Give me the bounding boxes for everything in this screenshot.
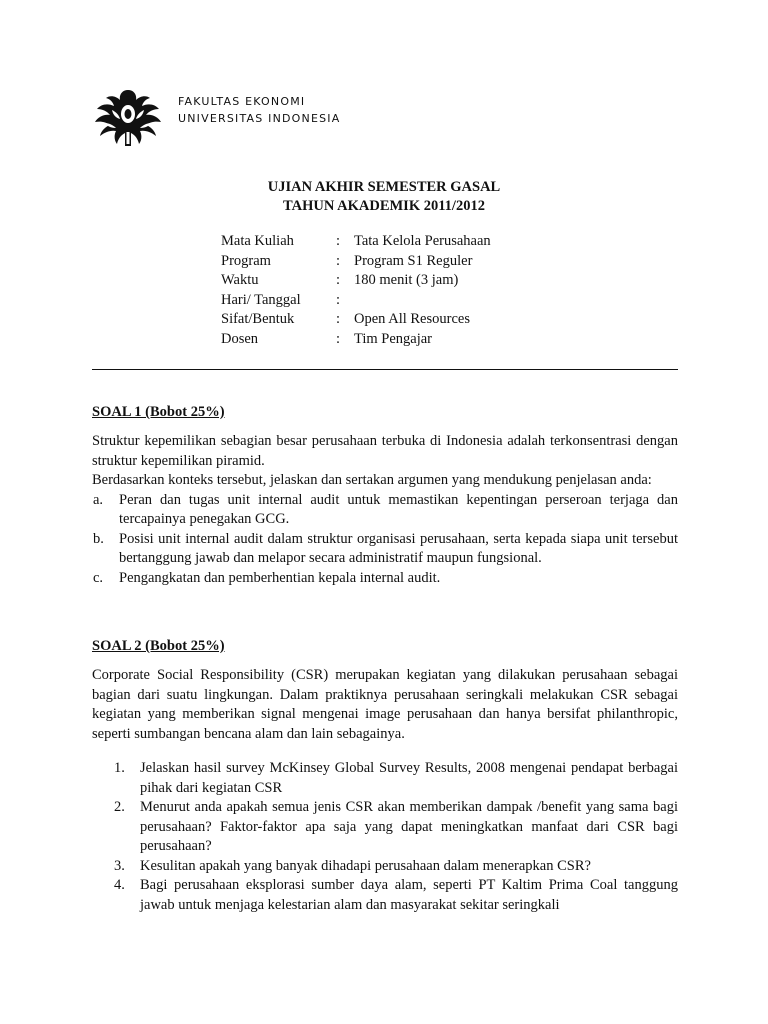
list-marker: c. [93, 569, 104, 586]
info-separator: : [336, 252, 341, 269]
soal1-body [92, 432, 678, 588]
info-label: Program [221, 252, 271, 269]
list-item [114, 857, 678, 877]
soal1-instruction: Berdasarkan konteks tersebut, jelaskan dan sertakan argumen yang mendukung penjelasan anda: [92, 472, 652, 488]
info-label: Mata Kuliah [221, 233, 294, 249]
soal1-paragraph: Struktur kepemilikan sebagian besar perusahaan terbuka di Indonesia adalah terkonsentrasi dengan struktur kepemilikan piramid. [92, 433, 678, 469]
info-separator: : [336, 233, 341, 249]
list-marker: b. [93, 530, 104, 547]
list-item [114, 798, 678, 857]
institution-header [178, 93, 340, 127]
info-row-time [221, 271, 491, 291]
list-marker: 3. [114, 857, 125, 874]
list-item [92, 491, 678, 530]
info-row-date [221, 291, 491, 311]
info-value: Open All Resources [354, 311, 470, 327]
soal2-heading: SOAL 2 (Bobot 25%) [92, 638, 225, 654]
list-item [114, 876, 678, 915]
list-text: Menurut anda apakah semua jenis CSR akan memberikan dampak /benefit yang sama bagi perusahaan? Faktor-faktor apa saja yang dapat meningkatkan manfaat dari CSR bagi perusahaan? [140, 799, 678, 854]
academic-year: TAHUN AKADEMIK 2011/2012 [283, 198, 485, 214]
exam-title: UJIAN AKHIR SEMESTER GASAL [267, 179, 501, 195]
faculty-name: FAKULTAS EKONOMI [178, 95, 306, 108]
list-text: Peran dan tugas unit internal audit untuk memastikan kepentingan perseroan terjaga dan tercapainya penegakan GCG. [119, 491, 678, 527]
info-separator: : [336, 311, 341, 327]
list-text: Pengangkatan dan pemberhentian kepala internal audit. [119, 569, 441, 586]
list-text: Posisi unit internal audit dalam struktur organisasi perusahaan, serta kepada siapa unit tersebut bertanggung jawab dan melapor secara administratif maupun fungsional. [119, 530, 678, 566]
list-marker: 4. [114, 877, 125, 893]
list-marker: 2. [114, 799, 125, 815]
header-divider [92, 369, 678, 370]
soal1-heading: SOAL 1 (Bobot 25%) [92, 404, 225, 420]
list-text: Kesulitan apakah yang banyak dihadapi perusahaan dalam menerapkan CSR? [140, 857, 591, 874]
soal2-paragraph: Corporate Social Responsibility (CSR) merupakan kegiatan yang dilakukan perusahaan sebagai bagian dari suatu lingkungan. Dalam praktiknya perusahaan seringkali melakukan CSR sebagai kegiatan yang memberikan signal mengenai image perusahaan dan hanya bersifat philanthropic, seperti sumbangan bencana alam dan lain sebagainya. [92, 667, 678, 742]
info-row-lecturer [221, 330, 491, 350]
info-value: Program S1 Reguler [354, 252, 473, 269]
list-marker: 1. [114, 760, 125, 776]
soal2-list [92, 759, 678, 915]
exam-info-table [221, 232, 491, 349]
list-text: Bagi perusahaan eksplorasi sumber daya alam, seperti PT Kaltim Prima Coal tanggung jawab untuk menjaga kelestarian alam dan masyarakat sekitar seringkali [140, 877, 678, 913]
info-separator: : [336, 272, 341, 288]
info-row-course [221, 232, 491, 252]
info-value: Tim Pengajar [354, 330, 433, 347]
info-label: Sifat/Bentuk [221, 311, 295, 327]
list-item [114, 759, 678, 798]
soal2-body [92, 666, 678, 744]
soal1-list [92, 491, 678, 589]
list-item [92, 530, 678, 569]
info-label: Hari/ Tanggal [221, 291, 301, 308]
list-text: Jelaskan hasil survey McKinsey Global Survey Results, 2008 mengenai pendapat berbagai pihak dari kegiatan CSR [140, 760, 678, 796]
university-name: UNIVERSITAS INDONESIA [178, 112, 341, 125]
info-value: 180 menit (3 jam) [354, 272, 459, 288]
info-label: Waktu [221, 272, 259, 288]
list-item [92, 569, 678, 589]
info-value: Tata Kelola Perusahaan [354, 233, 491, 249]
info-label: Dosen [221, 330, 259, 347]
info-row-program [221, 252, 491, 272]
soal2-questions [92, 759, 678, 915]
university-emblem-icon [92, 86, 164, 150]
list-marker: a. [93, 491, 104, 508]
info-row-type [221, 310, 491, 330]
info-separator: : [336, 291, 341, 308]
info-separator: : [336, 330, 341, 347]
